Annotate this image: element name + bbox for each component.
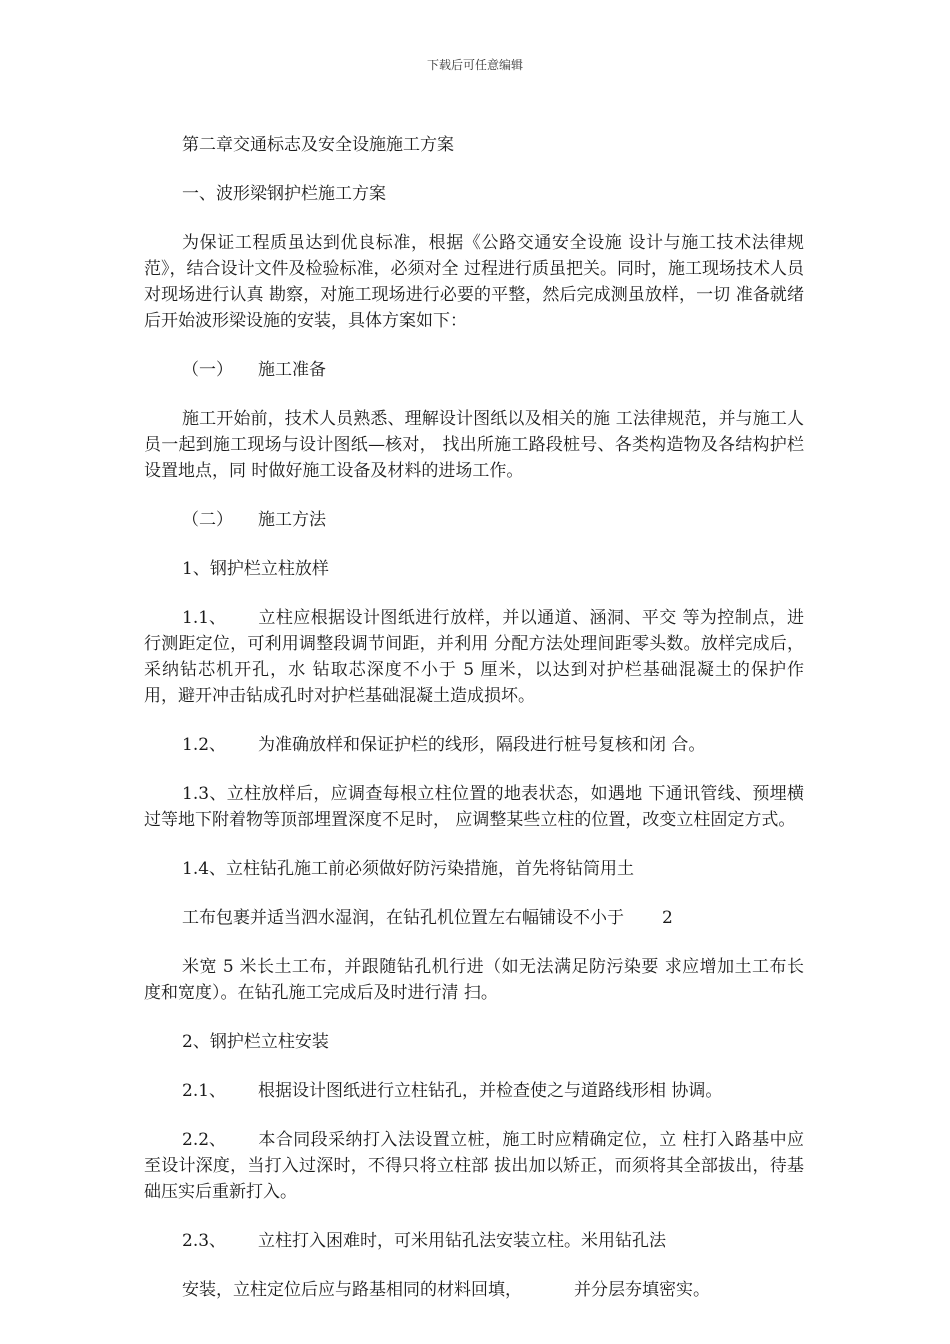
subsection-number: （二） <box>182 510 233 530</box>
paragraph-2-1 <box>144 1078 804 1104</box>
subsection-heading-1 <box>144 357 804 383</box>
page-header: 下载后可任意编辑 <box>426 58 523 72</box>
clause-number: 2.1、 <box>182 1081 227 1101</box>
clause-number: 1.1、 <box>182 608 227 628</box>
paragraph-2-2 <box>144 1127 804 1205</box>
paragraph-1-4: 1.4、立柱钻孔施工前必须做好防污染措施，首先将钻筒用土 <box>182 859 635 879</box>
clause-number: 1.2、 <box>182 735 227 755</box>
clause-number: 2.3、 <box>182 1231 227 1251</box>
subsection-title: 施工准备 <box>258 360 326 380</box>
subsection-title: 施工方法 <box>258 510 326 530</box>
paragraph-2-3-cont <box>144 1277 804 1303</box>
paragraph-1-2 <box>144 732 804 758</box>
paragraph-2-3 <box>144 1228 804 1254</box>
paragraph-1-3: 1.3、立柱放样后，应调查每根立柱位置的地表状态，如遇地 下通讯管线、预埋横过等地下附着物等顶部埋置深度不足时， 应调整某些立柱的位置，改变立柱固定方式。 <box>144 784 804 830</box>
paragraph-1-1 <box>144 605 804 709</box>
paragraph-1-4-end: 米宽 5 米长土工布，并跟随钻孔机行进（如无法满足防污染要 求应增加土工布长度和宽度）。在钻孔施工完成后及时进行清 扫。 <box>144 957 804 1003</box>
subsection-number: （一） <box>182 360 233 380</box>
clause-text: 2 <box>662 908 673 928</box>
preparation-paragraph: 施工开始前，技术人员熟悉、理解设计图纸以及相关的施 工法律规范，并与施工人员一起到施工现场与设计图纸—核对， 找出所施工路段桩号、各类构造物及各结构护栏设置地点，同 时做好施工设备及材料的进场工作。 <box>144 409 804 481</box>
paragraph-1-4-cont <box>144 905 804 931</box>
chapter-title: 第二章交通标志及安全设施施工方案 <box>182 135 454 155</box>
clause-text: 立柱应根据设计图纸进行放样，并以通道、涵洞、平交 等为控制点，进行测距定位，可利用调整段调节间距，并利用 分配方法处理间距零头数。放样完成后，采纳钻芯机开孔，水 钻取芯深度不小于 5 厘米，以达到对护栏基础混凝土的保护作 用，避开冲击钻成孔时对护栏基础混凝土造成损坏。 <box>144 608 804 706</box>
clause-text: 为准确放样和保证护栏的线形，隔段进行桩号复核和闭 合。 <box>258 735 706 755</box>
clause-text: 本合同段采纳打入法设置立桩，施工时应精确定位，立 柱打入路基中应至设计深度，当打入过深时，不得只将立柱部 拔出加以矫正，而须将其全部拔出，待基础压实后重新打入。 <box>144 1130 804 1202</box>
clause-text: 立柱打入困难时，可米用钻孔法安装立柱。米用钻孔法 <box>258 1231 666 1251</box>
document-body <box>144 132 804 1326</box>
clause-text: 工布包裹并适当泗水湿润，在钻孔机位置左右幅铺设不小于 <box>182 908 624 928</box>
clause-text: 并分层夯填密实。 <box>574 1280 710 1300</box>
section-heading: 一、波形梁钢护栏施工方案 <box>182 184 386 204</box>
clause-text: 根据设计图纸进行立柱钻孔，并检查使之与道路线形相 协调。 <box>258 1081 723 1101</box>
intro-paragraph: 为保证工程质虽达到优良标准，根据《公路交通安全设施 设计与施工技术法律规范》，结合设计文件及检验标准，必须对全 过程进行质虽把关。同时，施工现场技术人员对现场进行认真 勘察，对施工现场进行必要的平整，然后完成测虽放样，一切 准备就绪后开始波形梁设施的安装，具体方案如下： <box>144 233 804 331</box>
item-heading-2: 2、钢护栏立柱安装 <box>182 1032 329 1052</box>
clause-number: 2.2、 <box>182 1130 227 1150</box>
clause-text: 安装，立柱定位后应与路基相同的材料回填， <box>182 1280 522 1300</box>
subsection-heading-2 <box>144 507 804 533</box>
item-heading-1: 1、钢护栏立柱放样 <box>182 559 329 579</box>
